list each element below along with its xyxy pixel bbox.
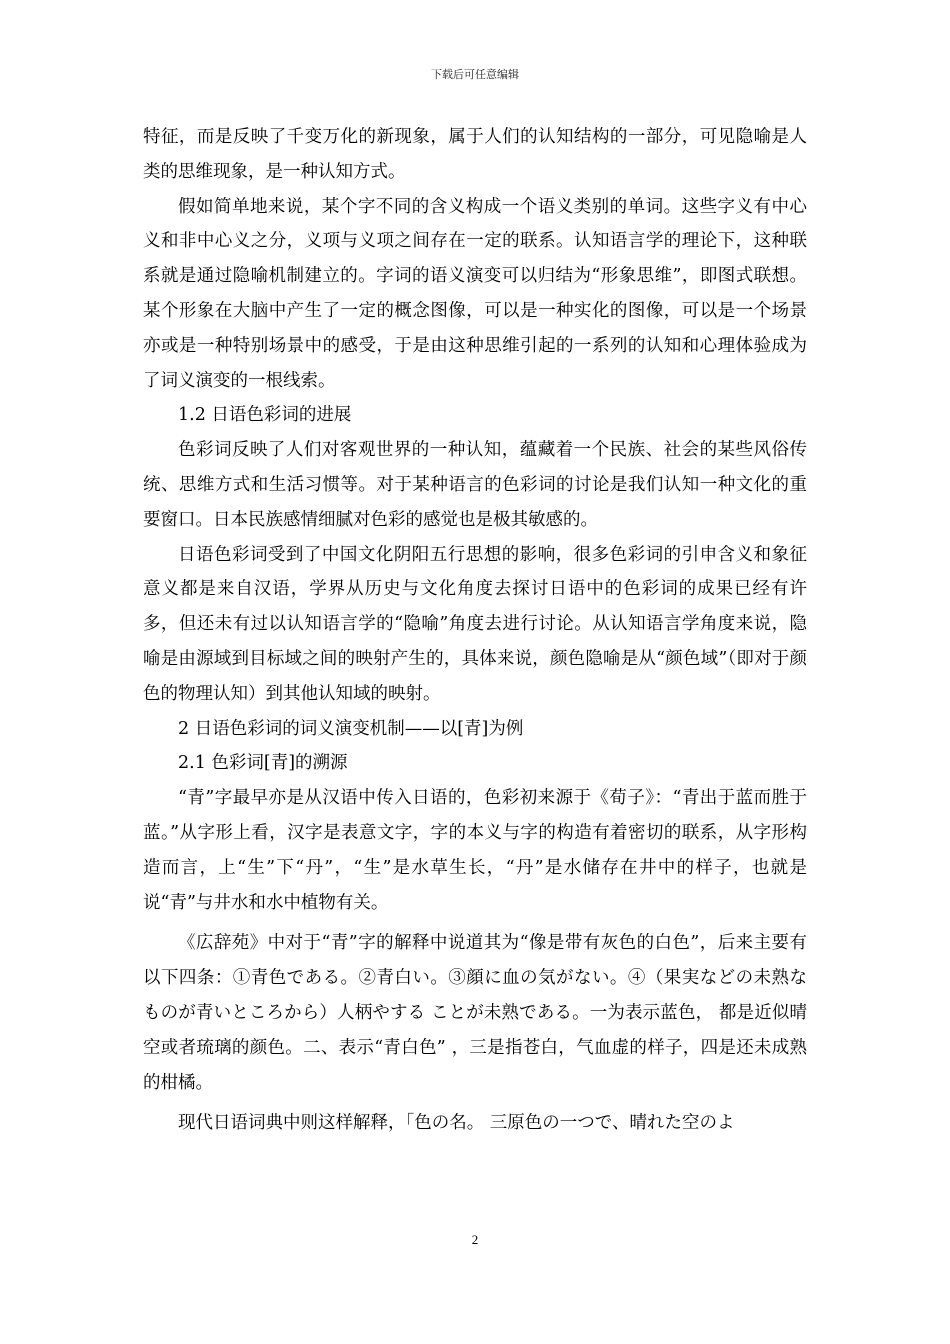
section-heading-2: 2 日语色彩词的词义演变机制——以[青]为例	[178, 718, 524, 739]
paragraph: 色彩词反映了人们对客观世界的一种认知，蕴藏着一个民族、社会的某些风俗传统、思维方式和生活习惯等。对于某种语言的色彩词的讨论是我们认知一种文化的重要窗口。日本民族感情细腻对色彩的感觉也是极其敏感的。	[143, 440, 807, 530]
paragraph-continuation: 特征，而是反映了千变万化的新现象，属于人们的认知结构的一部分，可见隐喻是人类的思维现象，是一种认知方式。	[143, 127, 807, 182]
paragraph: 假如简单地来说，某个字不同的含义构成一个语义类别的单词。这些字义有中心义和非中心义之分，义项与义项之间存在一定的联系。认知语言学的理论下，这种联系就是通过隐喻机制建立的。字词的语义演变可以归结为“形象思维”，即图式联想。某个形象在大脑中产生了一定的概念图像，可以是一种实化的图像，可以是一个场景亦或是一种特别场景中的感受，于是由这种思维引起的一系列的认知和心理体验成为了词义演变的一根线索。	[143, 196, 807, 391]
paragraph: 现代日语词典中则这样解释，「色の名。 三原色の一つで、晴れた空のよ	[178, 1113, 735, 1134]
page-header: 下载后可任意编辑	[431, 68, 519, 81]
page-number: 2	[471, 1232, 479, 1247]
section-heading-2-1: 2.1 色彩词[青]的溯源	[178, 753, 348, 774]
document-body	[143, 120, 807, 1141]
paragraph: 日语色彩词受到了中国文化阴阳五行思想的影响，很多色彩词的引申含义和象征意义都是来自汉语，学界从历史与文化角度去探讨日语中的色彩词的成果已经有许多，但还未有过以认知语言学的“隐喻”角度去进行讨论。从认知语言学角度来说，隐喻是由源域到目标域之间的映射产生的，具体来说，颜色隐喻是从“颜色域”（即对于颜色的物理认知）到其他认知域的映射。	[143, 544, 807, 704]
section-heading-1-2: 1.2 日语色彩词的进展	[178, 405, 352, 426]
paragraph: “青”字最早亦是从汉语中传入日语的，色彩初来源于《荀子》：“青出于蓝而胜于蓝。”从字形上看，汉字是表意文字，字的本义与字的构造有着密切的联系，从字形构造而言，上“生”下“丹”，“生”是水草生长，“丹”是水储存在井中的样子，也就是说“青”与井水和水中植物有关。	[143, 788, 807, 913]
paragraph: 《広辞苑》中对于“青”字的解释中说道其为“像是带有灰色的白色”，后来主要有以下四条：①青色である。②青白い。③顔に血の気がない。④（果実などの未熟なものが青いところから）人柄やする ことが未熟である。一为表示蓝色， 都是近似晴空或者琉璃的颜色。二、表示“青白色” ，三是指苍白，气血虚的样子，四是还未成熟的柑橘。	[143, 933, 807, 1093]
